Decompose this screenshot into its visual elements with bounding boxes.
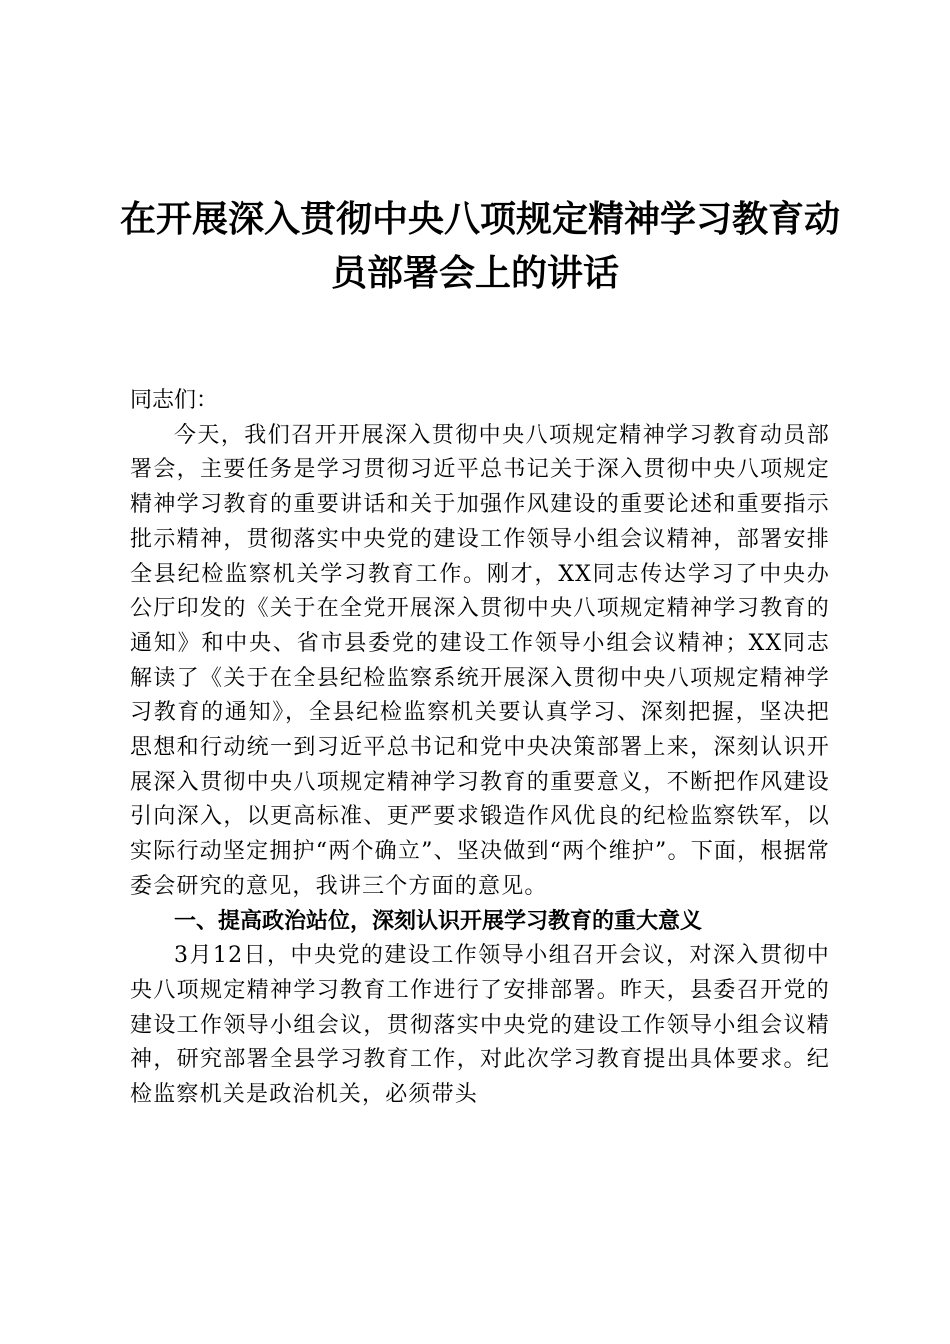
- paragraph-section-1: 3月12日，中央党的建设工作领导小组召开会议，对深入贯彻中央八项规定精神学习教育工作进行了安排部署。昨天，县委召开党的建设工作领导小组会议，贯彻落实中央党的建设工作领导小组会议精神，研究部署全县学习教育工作，对此次学习教育提出具体要求。纪检监察机关是政治机关，必须带头: [130, 943, 830, 1108]
- salutation: 同志们：: [130, 388, 219, 413]
- document-title: [120, 192, 841, 300]
- paragraph-intro: 今天，我们召开开展深入贯彻中央八项规定精神学习教育动员部署会，主要任务是学习贯彻习近平总书记关于深入贯彻中央八项规定精神学习教育的重要讲话和关于加强作风建设的重要论述和重要指示批示精神，贯彻落实中央党的建设工作领导小组会议精神，部署安排全县纪检监察机关学习教育工作。刚才，XX同志传达学习了中央办公厅印发的《关于在全党开展深入贯彻中央八项规定精神学习教育的通知》和中央、省市县委党的建设工作领导小组会议精神；XX同志解读了《关于在全县纪检监察系统开展深入贯彻中央八项规定精神学习教育的通知》，全县纪检监察机关要认真学习、深刻把握，坚决把思想和行动统一到习近平总书记和党中央决策部署上来，深刻认识开展深入贯彻中央八项规定精神学习教育的重要意义，不断把作风建设引向深入，以更高标准、更严要求锻造作风优良的纪检监察铁军，以实际行动坚定拥护“两个确立”、坚决做到“两个维护”。下面，根据常委会研究的意见，我讲三个方面的意见。: [130, 422, 830, 899]
- document-body: [130, 384, 830, 1113]
- section-heading-1: 一、提高政治站位，深刻认识开展学习教育的重大意义: [174, 908, 703, 934]
- title-line-1: 在开展深入贯彻中央八项规定精神学习教育动: [120, 198, 841, 240]
- title-line-2: 员部署会上的讲话: [330, 252, 619, 294]
